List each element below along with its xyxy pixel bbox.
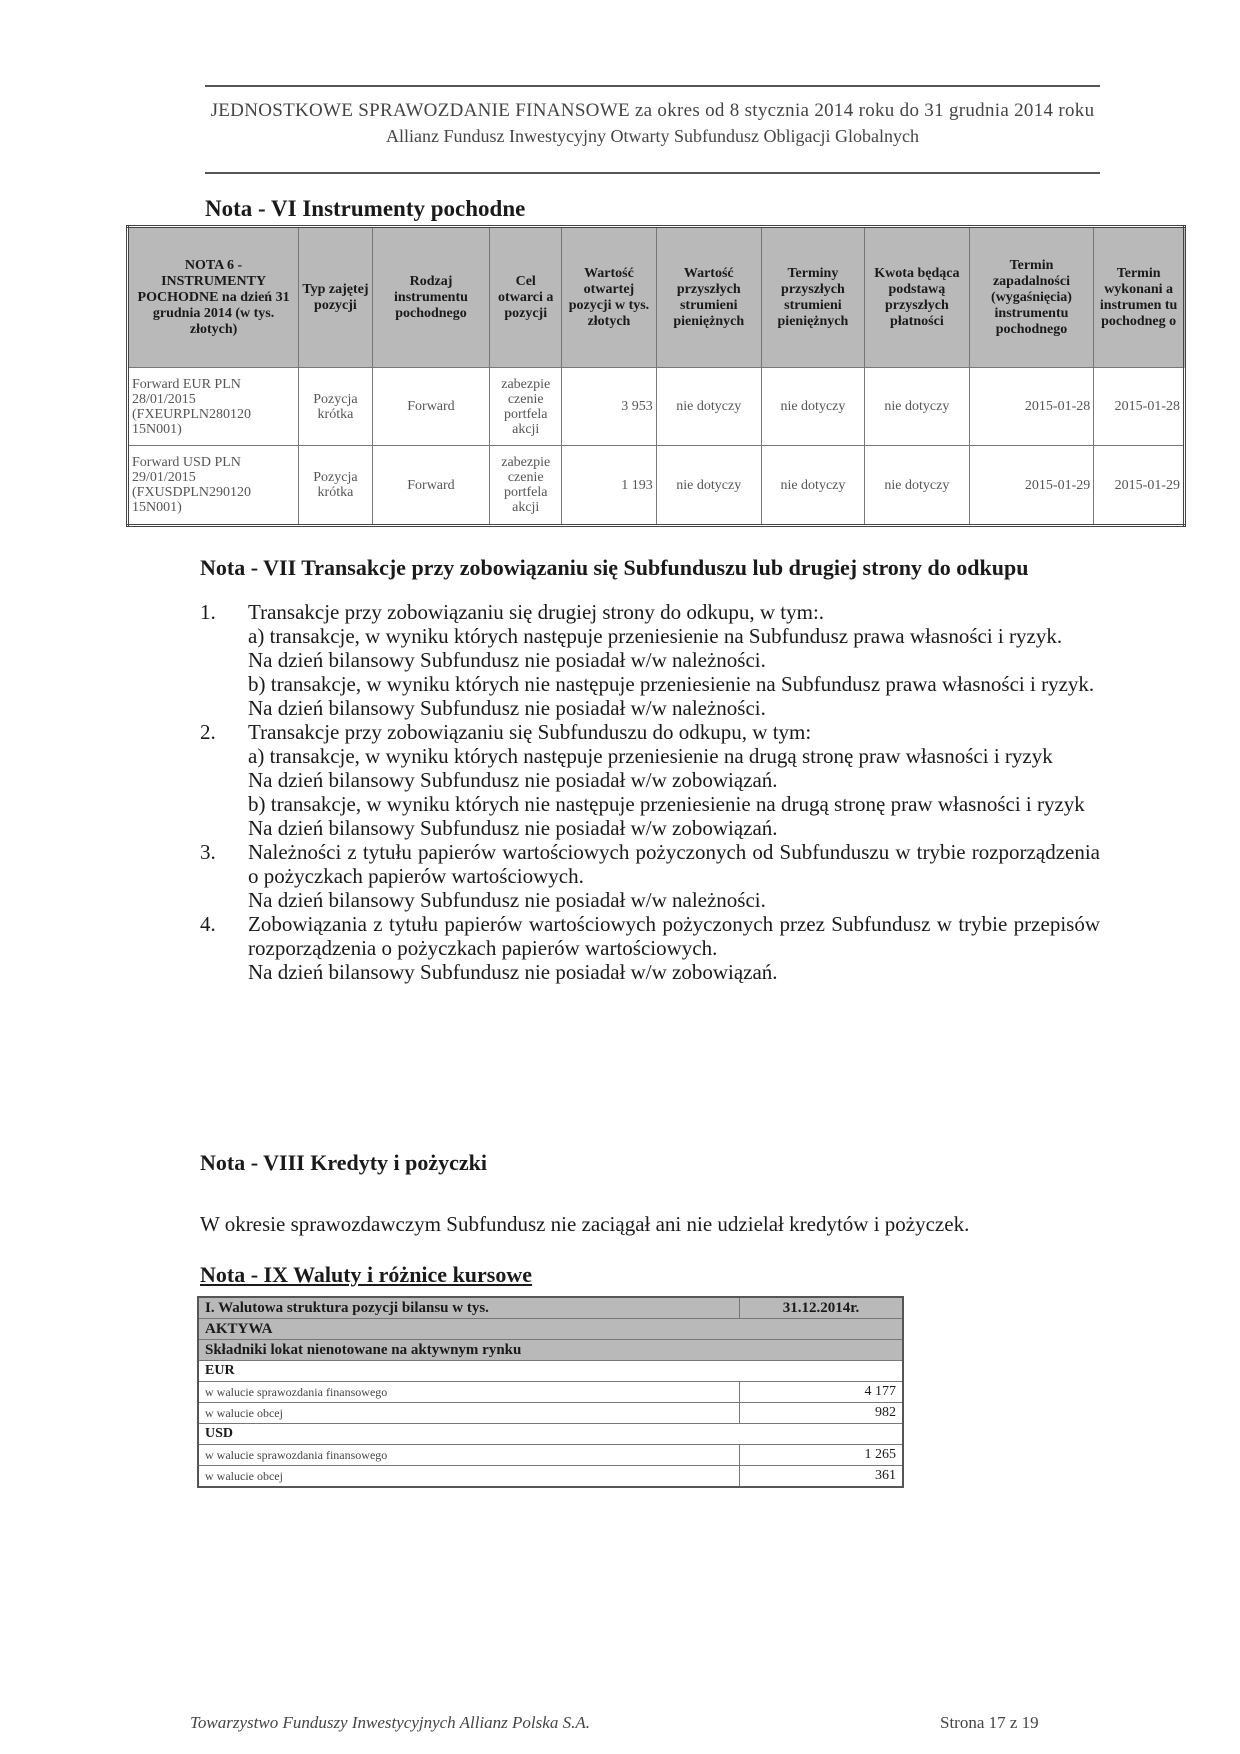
col-header: Wartość otwartej pozycji w tys. złotych	[562, 227, 656, 368]
table-row	[198, 1445, 903, 1466]
list-item	[200, 720, 1100, 840]
currency-code: USD	[198, 1424, 903, 1445]
item-line: Na dzień bilansowy Subfundusz nie posiadał w/w należności.	[248, 648, 766, 672]
row-value: 361	[740, 1466, 904, 1488]
row-label: w walucie sprawozdania finansowego	[198, 1445, 740, 1466]
currency-code: EUR	[198, 1361, 903, 1382]
maturity-date: 2015-01-29	[969, 446, 1094, 526]
table-row	[198, 1382, 903, 1403]
item-line: b) transakcje, w wyniku których nie następuje przeniesienie na drugą stronę praw własności i ryzyk	[248, 792, 1085, 816]
list-item	[200, 840, 1100, 912]
instrument-name: Forward EUR PLN 28/01/2015 (FXEURPLN280120 15N001)	[128, 368, 299, 446]
fund-name: Allianz Fundusz Inwestycyjny Otwarty Subfundusz Obligacji Globalnych	[386, 126, 919, 146]
exercise-date: 2015-01-28	[1094, 368, 1185, 446]
instrument-kind: Forward	[372, 446, 490, 526]
list-item	[200, 912, 1100, 984]
col-header: Wartość przyszłych strumieni pieniężnych	[656, 227, 761, 368]
position-value: 1 193	[562, 446, 656, 526]
item-number: 4.	[200, 912, 216, 936]
item-line: Na dzień bilansowy Subfundusz nie posiadał w/w zobowiązań.	[248, 768, 778, 792]
derivatives-header-row	[128, 227, 1185, 368]
col-header: Termin wykonani a instrumen tu pochodneg o	[1094, 227, 1185, 368]
row-label: w walucie sprawozdania finansowego	[198, 1382, 740, 1403]
section-label: AKTYWA	[198, 1319, 903, 1340]
table-row	[198, 1466, 903, 1488]
note9-title: Nota - IX Waluty i różnice kursowe	[200, 1262, 533, 1287]
table-row	[198, 1297, 903, 1319]
table-row	[198, 1319, 903, 1340]
page-number: Strona 17 z 19	[940, 1713, 1039, 1732]
instrument-name: Forward USD PLN 29/01/2015 (FXUSDPLN290120 15N001)	[128, 446, 299, 526]
row-value: 982	[740, 1403, 904, 1424]
report-title: JEDNOSTKOWE SPRAWOZDANIE FINANSOWE za okres od 8 stycznia 2014 roku do 31 grudnia 2014 roku	[210, 100, 1095, 121]
future-cashflow-terms: nie dotyczy	[761, 446, 864, 526]
item-line: b) transakcje, w wyniku których nie następuje przeniesienie na Subfundusz prawa własności i ryzyk.	[248, 672, 1095, 696]
position-type: Pozycja krótka	[299, 446, 373, 526]
position-value: 3 953	[562, 368, 656, 446]
header-rule-top	[205, 85, 1100, 87]
table-header-date: 31.12.2014r.	[740, 1297, 904, 1319]
note7-list	[200, 600, 1100, 984]
row-label: w walucie obcej	[198, 1466, 740, 1488]
item-number: 1.	[200, 600, 216, 624]
instrument-kind: Forward	[372, 368, 490, 446]
row-value: 4 177	[740, 1382, 904, 1403]
row-label: w walucie obcej	[198, 1403, 740, 1424]
header-rule-bottom	[205, 172, 1100, 174]
item-line: Na dzień bilansowy Subfundusz nie posiadał w/w należności.	[248, 696, 766, 720]
row-value: 1 265	[740, 1445, 904, 1466]
note6-title: Nota - VI Instrumenty pochodne	[205, 196, 526, 221]
exercise-date: 2015-01-29	[1094, 446, 1185, 526]
item-number: 3.	[200, 840, 216, 864]
position-purpose: zabezpie czenie portfela akcji	[490, 446, 562, 526]
item-line: Należności z tytułu papierów wartościowych pożyczonych od Subfunduszu w trybie rozporządzenia o pożyczkach papierów wartościowych.	[248, 840, 1100, 888]
subsection-label: Składniki lokat nienotowane na aktywnym rynku	[198, 1340, 903, 1361]
note8-title: Nota - VIII Kredyty i pożyczki	[200, 1150, 488, 1175]
future-cashflow-value: nie dotyczy	[656, 446, 761, 526]
table-row	[198, 1403, 903, 1424]
future-cashflow-terms: nie dotyczy	[761, 368, 864, 446]
item-line: a) transakcje, w wyniku których następuje przeniesienie na Subfundusz prawa własności i ryzyk.	[248, 624, 1063, 648]
col-header: Terminy przyszłych strumieni pieniężnych	[761, 227, 864, 368]
position-purpose: zabezpie czenie portfela akcji	[490, 368, 562, 446]
maturity-date: 2015-01-28	[969, 368, 1094, 446]
col-header: Cel otwarci a pozycji	[490, 227, 562, 368]
col-header: Termin zapadalności (wygaśnięcia) instrumentu pochodnego	[969, 227, 1094, 368]
col-header: Rodzaj instrumentu pochodnego	[372, 227, 490, 368]
currency-structure-table	[197, 1296, 904, 1488]
item-line: Zobowiązania z tytułu papierów wartościowych pożyczonych przez Subfundusz w trybie przepisów rozporządzenia o pożyczkach papierów wartościowych.	[248, 912, 1100, 960]
note7-title: Nota - VII Transakcje przy zobowiązaniu się Subfunduszu lub drugiej strony do odkupu	[200, 555, 1029, 580]
item-line: Na dzień bilansowy Subfundusz nie posiadał w/w zobowiązań.	[248, 960, 778, 984]
table-row	[128, 446, 1185, 526]
item-line: Transakcje przy zobowiązaniu się Subfunduszu do odkupu, w tym:	[248, 720, 812, 744]
payment-basis-amount: nie dotyczy	[865, 446, 970, 526]
note8-text: W okresie sprawozdawczym Subfundusz nie zaciągał ani nie udzielał kredytów i pożyczek.	[200, 1212, 970, 1236]
table-header-label: I. Walutowa struktura pozycji bilansu w tys.	[198, 1297, 740, 1319]
table-row	[128, 368, 1185, 446]
table-row	[198, 1340, 903, 1361]
item-line: Na dzień bilansowy Subfundusz nie posiadał w/w należności.	[248, 888, 766, 912]
derivatives-table	[126, 225, 1186, 527]
table-row	[198, 1361, 903, 1382]
item-line: Transakcje przy zobowiązaniu się drugiej strony do odkupu, w tym:.	[248, 600, 825, 624]
footer-company: Towarzystwo Funduszy Inwestycyjnych Allianz Polska S.A.	[190, 1713, 590, 1732]
col-header: Kwota będąca podstawą przyszłych płatności	[865, 227, 970, 368]
item-number: 2.	[200, 720, 216, 744]
position-type: Pozycja krótka	[299, 368, 373, 446]
col-header: Typ zajętej pozycji	[299, 227, 373, 368]
col-header: NOTA 6 - INSTRUMENTY POCHODNE na dzień 31 grudnia 2014 (w tys. złotych)	[128, 227, 299, 368]
payment-basis-amount: nie dotyczy	[865, 368, 970, 446]
item-line: Na dzień bilansowy Subfundusz nie posiadał w/w zobowiązań.	[248, 816, 778, 840]
item-line: a) transakcje, w wyniku których następuje przeniesienie na drugą stronę praw własności i ryzyk	[248, 744, 1053, 768]
future-cashflow-value: nie dotyczy	[656, 368, 761, 446]
table-row	[198, 1424, 903, 1445]
list-item	[200, 600, 1100, 720]
